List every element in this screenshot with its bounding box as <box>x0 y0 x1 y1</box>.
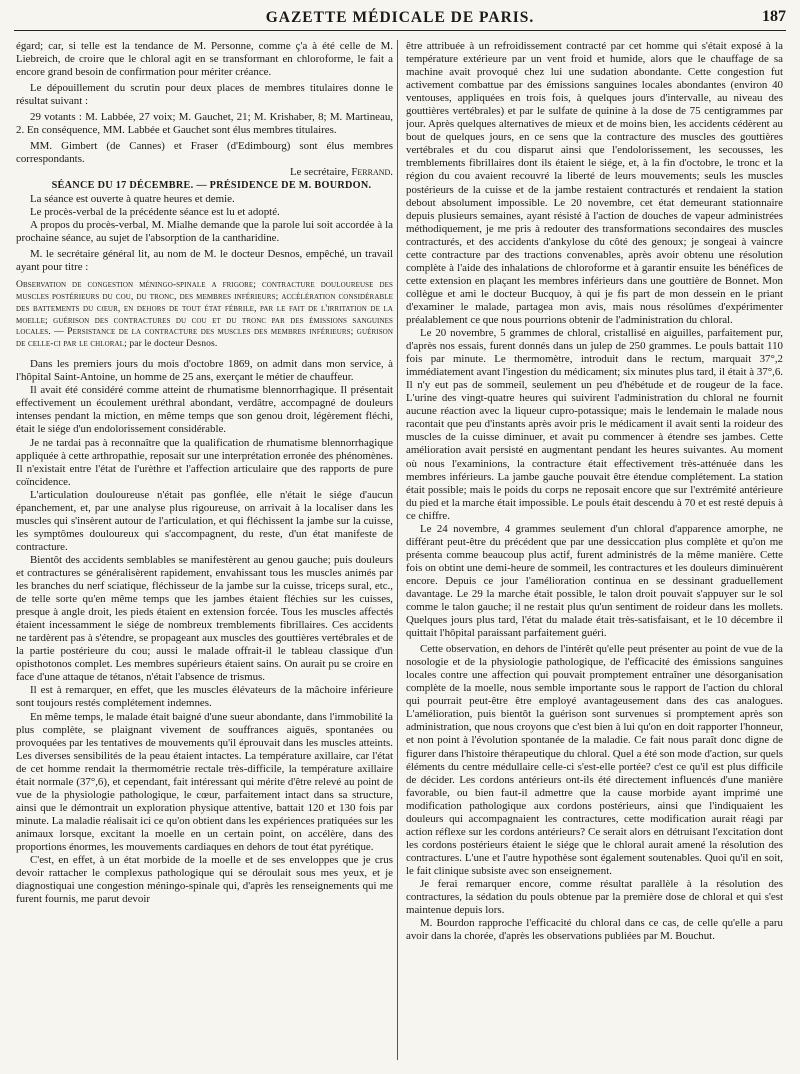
signature-prefix: Le secrétaire, <box>289 166 349 179</box>
observation-title <box>16 279 393 350</box>
paragraph: Il est à remarquer, en effet, que les muscles élévateurs de la mâchoire inférieure sont toujours restés complétement indemnes. <box>16 684 393 710</box>
paragraph: 29 votants : M. Labbée, 27 voix; M. Gauchet, 21; M. Krishaber, 8; M. Martineau, 2. En conséquence, MM. Labbée et Gauchet sont élus membres titulaires. <box>16 111 393 137</box>
paragraph: A propos du procès-verbal, M. Mialhe demande que la parole lui soit accordée à la prochaine séance, au sujet de l'absorption de la cantharidine. <box>16 218 393 244</box>
running-head <box>14 8 786 31</box>
paragraph: Le dépouillement du scrutin pour deux places de membres titulaires donne le résultat suivant : <box>16 82 393 108</box>
paragraph: égard; car, si telle est la tendance de M. Personne, comme ç'a à été celle de M. Liebreich, de croire que le chloral agit en se transformant en chloroforme, le fait a encore grand besoin de confirmation pour mériter créance. <box>16 40 393 79</box>
paragraph: Le 24 novembre, 4 grammes seulement d'un chloral d'apparence amorphe, ne différant peut-être du précédent que par une dessiccation plus complète et qu'on me présenta comme beaucoup plus actif, furent administrés de la même manière. Cette fois on obtint une demi-heure de sommeil, les contractures et les douleurs diminuèrent encore. Depuis ce jour l'amélioration continua en se dessinant graduellement davantage. Le 29 la marche était possible, le talon droit pouvait s'appuyer sur le sol comme le talon gauche; il ne restait plus qu'un sentiment de roideur dans les mollets. Quelques jours plus tard, l'état du malade était très-satisfaisant, et le 10 décembre il quittait l'hôpital paraissant parfaitement guéri. <box>406 522 783 640</box>
paragraph: MM. Gimbert (de Cannes) et Fraser (d'Edimbourg) sont élus membres correspondants. <box>16 140 393 166</box>
paragraph: En même temps, le malade était baigné d'une sueur abondante, dans l'immobilité la plus complète, se plaignant vivement de souffrances aiguës, spontanées ou provoquées par les tentatives de mouvements qu'il éprouvait dans les muscles atteints. Les diverses sensibilités de la peau étaient intactes. La température axillaire, car l'état de cet homme rendait la thermométrie rectale très-difficile, la température axillaire était normale (37°,6), et cependant, fait intéressant qui mérite d'être relevé au point de vue de la physiologie pathologique, le cœur, parfaitement intact dans sa structure, ainsi que le démontrait un exploration physique attentive, battait 120 et 130 fois par minute. La maladie réalisait ici ce qu'on obtient dans les expériences pratiquées sur les animaux lorsque, excitant la moelle en un certain point, on accélère, dans des proportions énormes, les mouvements cardiaques en dehors de tout état pyrétique. <box>16 710 393 853</box>
paragraph: Il avait été considéré comme atteint de rhumatisme blennorrhagique. Il présentait effectivement un écoulement uréthral abondant, verdâtre, accompagné de douleurs intenses pendant la miction, en même temps que son genou droit, légèrement fléchi, était le siége d'un endolorissement considérable. <box>16 384 393 436</box>
paragraph: L'articulation douloureuse n'était pas gonflée, elle n'était le siége d'aucun épanchement, et, par une analyse plus rigoureuse, on arrivait à la localiser dans les muscles qui s'insèrent autour de l'articulation, et qui fléchissent la jambe sur la cuisse, les symptômes douloureux qui s'accompagnent, du reste, d'un état manifeste de contracture. <box>16 488 393 553</box>
column-rule <box>397 40 398 1060</box>
paragraph: M. le secrétaire général lit, au nom de M. le docteur Desnos, empêché, un travail ayant pour titre : <box>16 247 393 273</box>
signature-name: Ferrand. <box>351 166 393 179</box>
paragraph: Cette observation, en dehors de l'intérêt qu'elle peut présenter au point de vue de la nosologie et de la physiologie pathologique, de l'efficacité des émissions sanguines locales contre une affection qui pouvait promptement entraîner une désorganisation complète de la moelle, nous semble importante sous le rapport de l'action du chloral qui pourrait peut-être être employé avantageusement dans des cas analogues. L'amélioration, puis bientôt la guérison sont survenues si promptement après son administration, que nous croyons que c'est bien à lui qu'on en doit rapporter l'honneur, et non point à l'évolution spontanée de la maladie. Ce fait nous paraît donc digne de figurer dans l'histoire thérapeutique du chloral. Quel a été son mode d'action, sur quels éléments du centre médullaire celle-ci s'est-elle portée? c'est ce qu'il est plus difficile de décider. Les cordons antérieurs ont-ils été directement influencés d'une manière favorable, ou bien faut-il admettre que la cause morbide ayant imprimé une modification pathologique aux cordons postérieurs, ainsi que l'indiquaient les douleurs qui accompagnaient les contractures, cette modification aurait réagi par action réflexe sur les cordons antérieurs? Ce serait alors en détruisant l'excitation dont les cordons postérieurs étaient le siége que le chloral aurait amené la résolution des contractures. L'une et l'autre hypothèse sont également soutenables. Quoi qu'il en soit, le fait clinique subsiste avec son enseignement. <box>406 643 783 877</box>
observation-author: par le docteur Desnos. <box>129 338 218 350</box>
paragraph: C'est, en effet, à un état morbide de la moelle et de ses enveloppes que je crus devoir rattacher le complexus pathologique qui se déroulait sous mes yeux, et je diagnostiquai une congestion méningo-spinale qui, d'après les renseignements qui me furent fournis, me parut devoir <box>16 854 393 906</box>
paragraph: Dans les premiers jours du mois d'octobre 1869, on admit dans mon service, à l'hôpital Saint-Antoine, un homme de 25 ans, exerçant le métier de chauffeur. <box>16 358 393 384</box>
paragraph: Je ferai remarquer encore, comme résultat parallèle à la résolution des contractures, la sédation du pouls obtenue par la première dose de chloral et qui s'est maintenue depuis lors. <box>406 878 783 917</box>
signature <box>16 166 393 179</box>
paragraph: être attribuée à un refroidissement contracté par cet homme qui s'était exposé à la température extérieure par un vent froid et humide, alors que le chauffage de sa machine avait provoqué chez lui une sudation abondante. Cette congestion fut activement combattue par des émissions sanguines locales abondantes (environ 40 ventouses, appliquées en trois fois, à quelques jours d'intervalle, au niveau des gouttières vertébrales) et par le sulfate de quinine à la dose de 75 centigrammes par jour. Après quelques alternatives de mieux et de moins bien, les accidents cédèrent au bout de quelques jours, en ce sens que la contracture des muscles des gouttières vertébrales et du cou disparut ainsi que l'endolorissement, les secousses, les tremblements fibrillaires dont ils étaient le siége, et, à la fin d'octobre, le tronc et la région du cou avaient recouvré la liberté de leurs mouvements; seuls les muscles postérieurs de la cuisse et de la jambe restaient contracturés et rendaient la station debout absolument impossible. Le 20 novembre, cet état demeurant stationnaire depuis plusieurs semaines, ayant résisté à l'action de douches de vapeur administrées méthodiquement, je me pris à redouter des transformations secondaires des muscles contracturés, et des accidents d'ankylose du côté des genoux; je songeai à vaincre cette contracture par des tractions convenables, après avoir obtenu une résolution complète à l'aide des inhalations de chloroforme et à garantir ensuite les bénéfices de cette extension en plaçant les membres inférieurs dans une gouttière de Bonnet. Mon collègue et ami le docteur Bucquoy, à qui je fis part de mon dessein en le priant d'examiner le malade, partagea mon avis, mais nous résolûmes d'expérimenter préalablement ce que nous pourrions obtenir de l'administration du chloral. <box>406 40 783 326</box>
session-heading: SÉANCE DU 17 DÉCEMBRE. — PRÉSIDENCE DE M. BOURDON. <box>51 180 372 192</box>
paragraph: La séance est ouverte à quatre heures et demie. <box>30 192 235 205</box>
left-column <box>16 40 393 1068</box>
paragraph: Le procès-verbal de la précédente séance est lu et adopté. <box>30 205 280 218</box>
paragraph: M. Bourdon rapproche l'efficacité du chloral dans ce cas, de celle qu'elle a paru avoir dans la chorée, d'après les observations publiées par M. Bouchut. <box>406 917 783 943</box>
right-column <box>406 40 783 1068</box>
observation-title-text: Observation de congestion méningo-spinale a frigore; contracture douloureuse des muscles postérieurs du cou, du tronc, des membres inférieurs; accélération considérable des battements du cœur, en dehors de tout état fébrile, par le fait de l'irritation de la moelle; guérison des contractures du cou et du tronc par des émissions sanguines locales. — Persistance de la contracture des muscles des membres inférieurs; guérison de celle-ci par le chloral; <box>16 278 393 350</box>
page-number: 187 <box>762 8 786 25</box>
journal-title: GAZETTE MÉDICALE DE PARIS. <box>265 9 535 26</box>
paragraph: Le 20 novembre, 5 grammes de chloral, cristallisé en aiguilles, parfaitement pur, d'après nos essais, furent donnés dans un julep de 250 grammes. Le pouls battait 110 fois par minute. Le thermomètre, introduit dans le rectum, marquait 37°,2 immédiatement avant l'ingestion du médicament; six minutes plus tard, il était à 37°,6. Il n'y eut pas de sommeil, seulement un peu d'hébétude et de rougeur de la face. L'urine des vingt-quatre heures qui suivirent l'administration du chloral ne fournit aucune réaction avec la liqueur cupro-potassique; mais le lendemain le malade nous racontait que peu d'instants après avoir pris le médicament il avait senti la roideur des muscles de la cuisse diminuer, et avait pu commencer à étendre ses jambes. Cette amélioration avait persisté en augmentant pendant les heures suivantes. Au moment où nous l'examinions, la contracture était effectivement très-atténuée dans les membres inférieurs. La jambe gauche pouvait être étendue complétement. La station était possible; mais le poids du corps ne reposait encore que sur l'extrémité antérieure du pied et la marche était impossible. Le pouls était descendu à 70 et est resté depuis à ce chiffre. <box>406 327 783 522</box>
paragraph: Je ne tardai pas à reconnaître que la qualification de rhumatisme blennorrhagique appliquée à cette arthropathie, reposait sur une interprétation erronée des phénomènes. Il n'existait entre l'état de l'urèthre et l'affection articulaire que des rapports de pure coïncidence. <box>16 436 393 488</box>
paragraph: Bientôt des accidents semblables se manifestèrent au genou gauche; puis douleurs et contractures se généralisèrent rapidement, envahissant tous les muscles animés par les branches du nerf sciatique, fléchisseur de la jambe sur la cuisse, triceps sural, etc., de telle sorte qu'en même temps que les jambes étaient fléchies sur les cuisses, presque à angle droit, les pieds étaient en extension forcée. Tous les muscles affectés étaient incessamment le siége de nombreux tremblements fibrillaires. Ces accidents ne tardèrent pas à s'étendre, se propageant aux muscles des gouttières vertébrales et de la partie postérieure du cou; aussi le malade offrait-il le tableau classique d'un opisthotonos complet. Les membres supérieurs étaient sains. On aurait pu se croire en face d'une attaque de tétanos, n'était l'absence de trismus. <box>16 553 393 684</box>
